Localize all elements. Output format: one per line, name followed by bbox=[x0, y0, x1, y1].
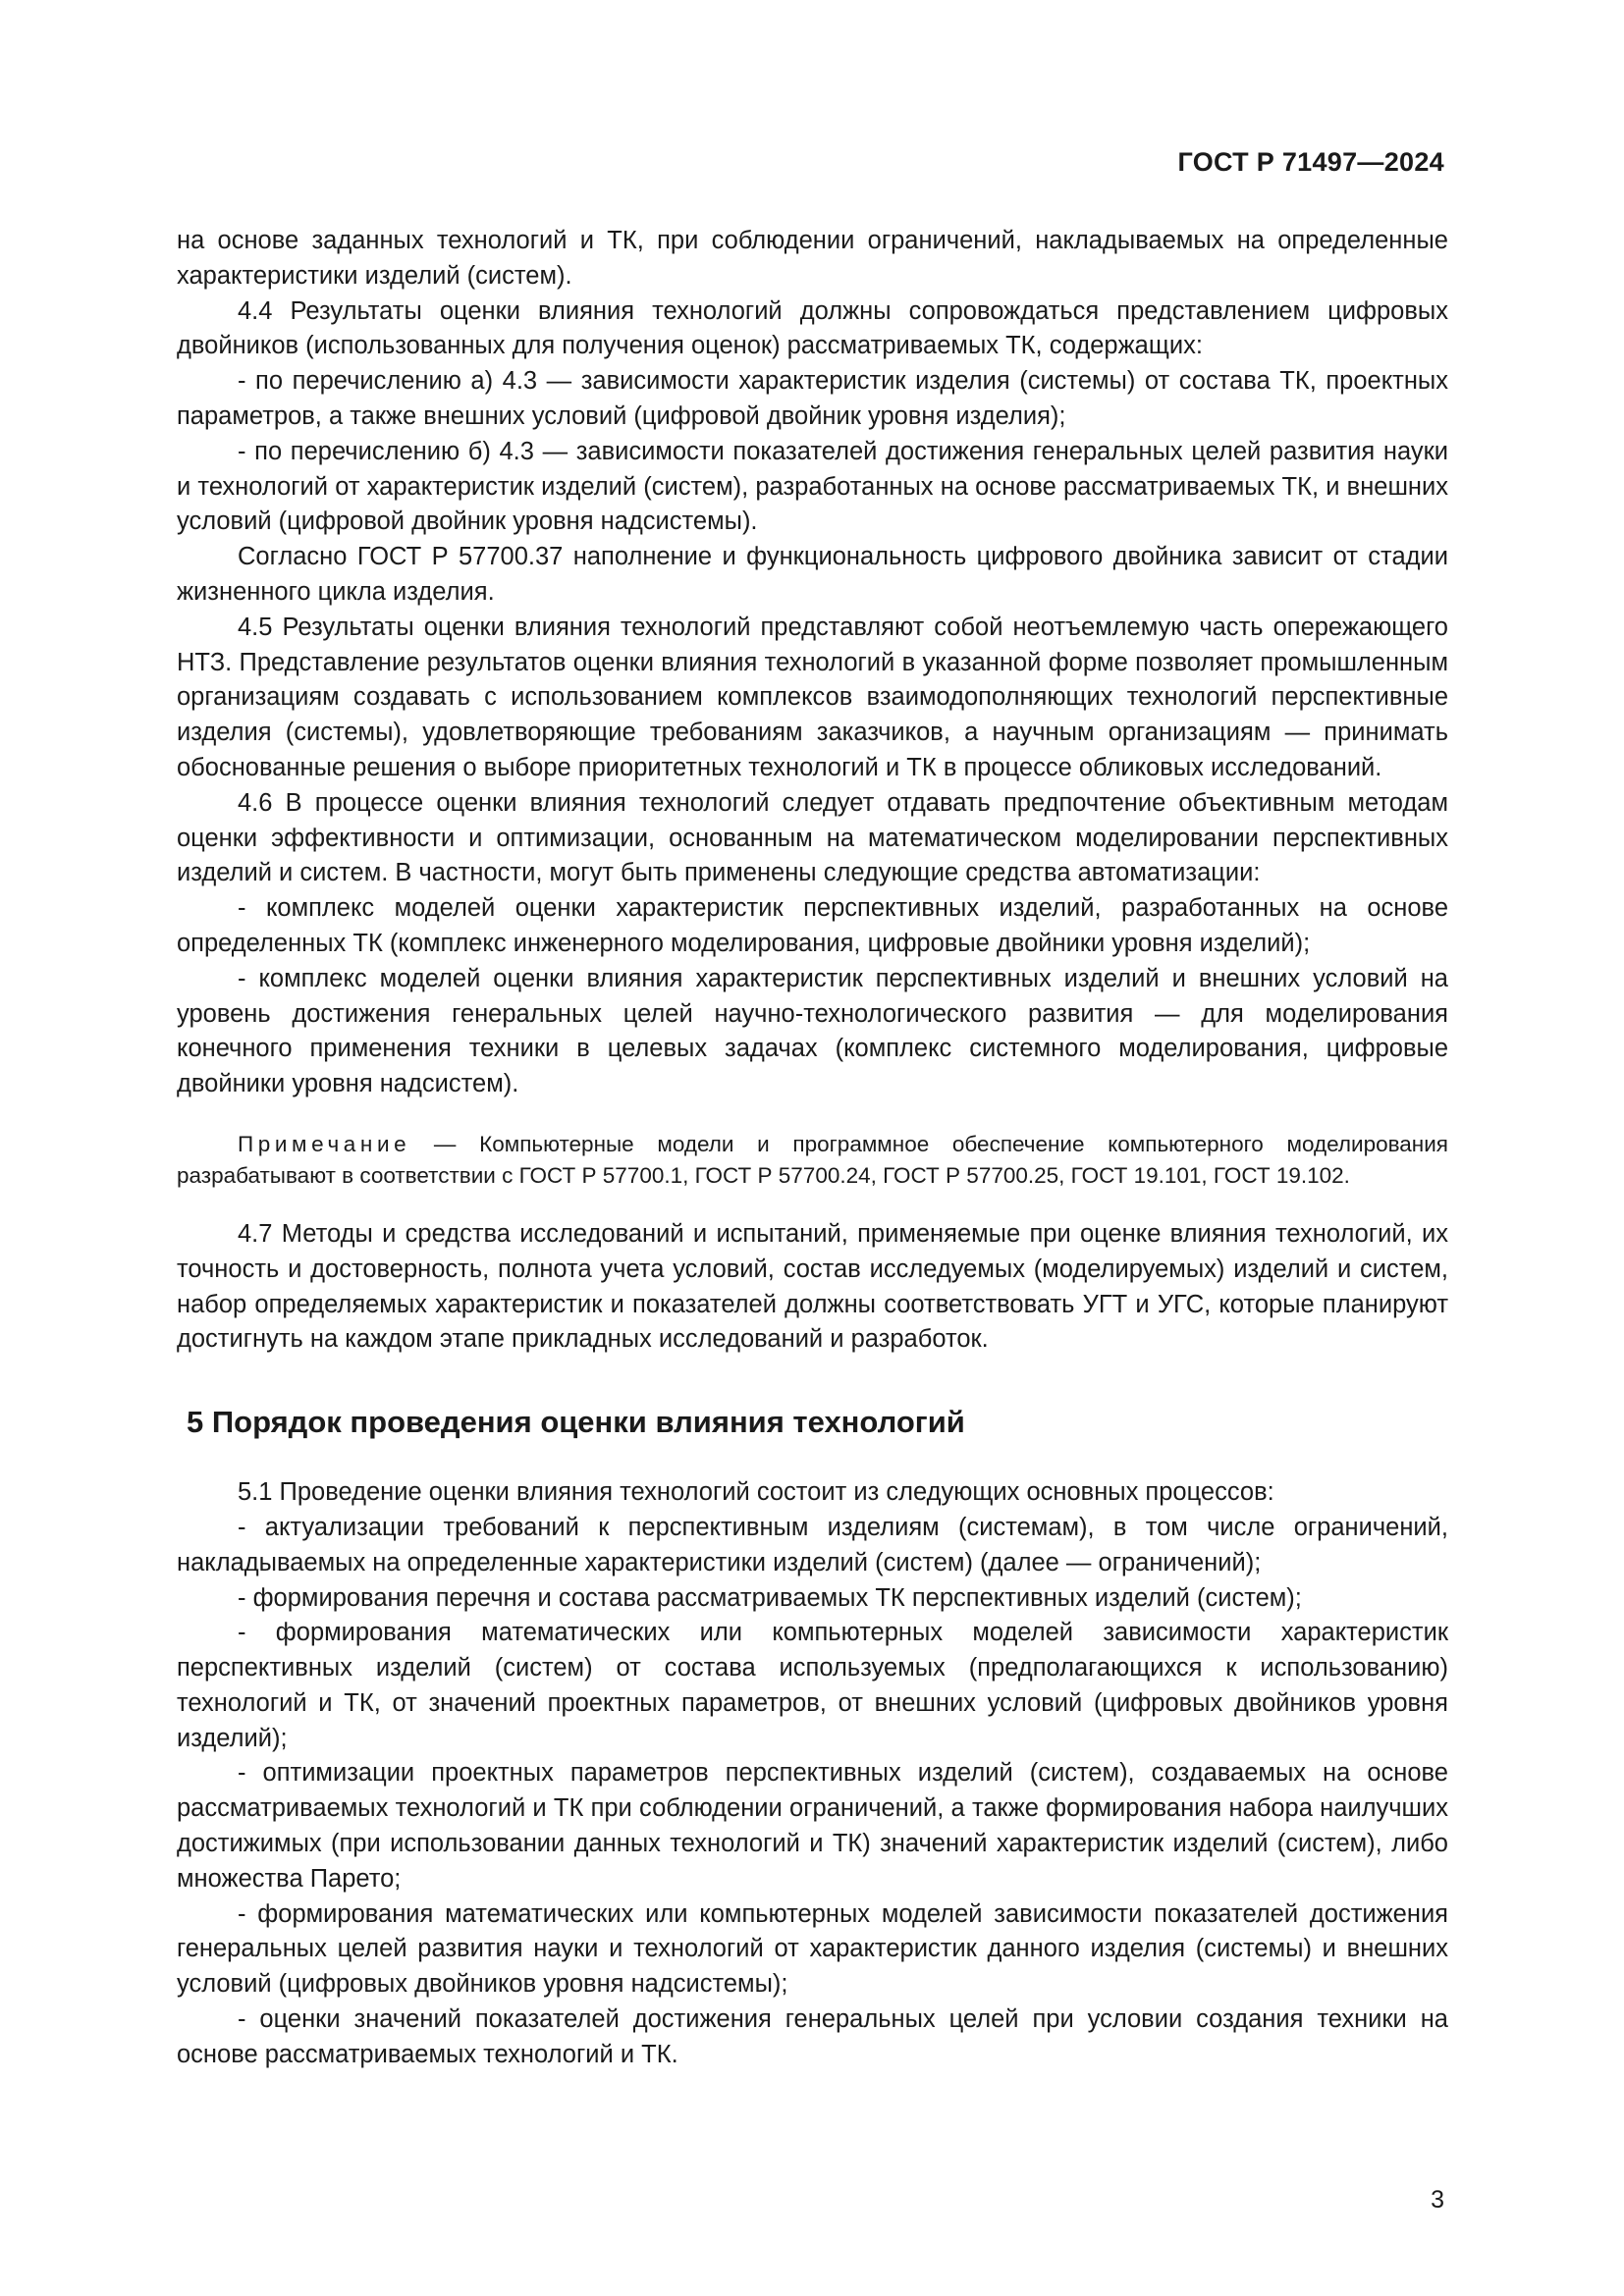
paragraph-gost-57700-37: Согласно ГОСТ Р 57700.37 наполнение и функциональность цифрового двойника зависит от стадии жизненного цикла изделия. bbox=[177, 543, 1448, 606]
list-item-5-1-5: - формирования математических или компьютерных моделей зависимости показателей достижения генеральных целей развития науки и технологий от характеристик данного изделия (системы) и внешних условий (цифровых двойников уровня надсистемы); bbox=[177, 1899, 1448, 1999]
list-item-5-1-3: - формирования математических или компьютерных моделей зависимости характеристик перспективных изделий (систем) от состава используемых (предполагающихся к использованию) технологий и ТК, от значений проектных параметров, от внешних условий (цифровых двойников уровня изделий); bbox=[177, 1619, 1448, 1752]
note-text: — Компьютерные модели и программное обеспечение компьютерного моделирования разрабатывают в соответствии с ГОСТ Р 57700.1, ГОСТ Р 57700.24, ГОСТ Р 57700.25, ГОСТ 19.101, ГОСТ 19.102. bbox=[177, 1131, 1448, 1188]
paragraph-4-7: 4.7 Методы и средства исследований и испытаний, применяемые при оценке влияния технологий, их точность и достоверность, полнота учета условий, состав исследуемых (моделируемых) изделий и систем, набор определяемых характеристик и показателей должны соответствовать УГТ и УГС, которые планируют достигнуть на каждом этапе прикладных исследований и разработок. bbox=[177, 1219, 1448, 1354]
paragraph-4-5: 4.5 Результаты оценки влияния технологий представляют собой неотъемлемую часть опережающего НТЗ. Представление результатов оценки влияния технологий в указанной форме позволяет промышленным организациям создавать с использованием комплексов взаимодополняющих технологий перспективные изделия (системы), удовлетворяющие требованиям заказчиков, а научным организациям — принимать обоснованные решения о выборе приоритетных технологий и ТК в процессе обликовых исследований. bbox=[177, 613, 1448, 781]
list-item-5-1-2: - формирования перечня и состава рассматриваемых ТК перспективных изделий (систем); bbox=[238, 1583, 1302, 1612]
list-item-4-4-a: - по перечислению а) 4.3 — зависимости характеристик изделия (системы) от состава ТК, проектных параметров, а также внешних условий (цифровой двойник уровня изделия); bbox=[177, 367, 1448, 430]
list-item-5-1-1: - актуализации требований к перспективным изделиям (системам), в том числе ограничений, накладываемых на определенные характеристики изделий (систем) (далее — ограничений); bbox=[177, 1513, 1448, 1576]
document-body bbox=[177, 224, 1448, 2073]
list-item-4-4-b: - по перечислению б) 4.3 — зависимости показателей достижения генеральных целей развития науки и технологий от характеристик изделий (систем), разработанных на основе рассматриваемых ТК, и внешних условий (цифровой двойник уровня надсистемы). bbox=[177, 437, 1448, 536]
page-number: 3 bbox=[1431, 2186, 1444, 2214]
paragraph-4-6: 4.6 В процессе оценки влияния технологий следует отдавать предпочтение объективным методам оценки эффективности и оптимизации, основанным на математическом моделировании перспективных изделий и систем. В частности, могут быть применены следующие средства автоматизации: bbox=[177, 788, 1448, 887]
paragraph-continuation: на основе заданных технологий и ТК, при соблюдении ограничений, накладываемых на определенные характеристики изделий (систем). bbox=[177, 227, 1448, 290]
paragraph-4-4: 4.4 Результаты оценки влияния технологий должны сопровождаться представлением цифровых двойников (использованных для получения оценок) рассматриваемых ТК, содержащих: bbox=[177, 296, 1448, 360]
paragraph-5-1: 5.1 Проведение оценки влияния технологий состоит из следующих основных процессов: bbox=[238, 1478, 1274, 1507]
list-item-5-1-4: - оптимизации проектных параметров перспективных изделий (систем), создаваемых на основе рассматриваемых технологий и ТК при соблюдении ограничений, а также формирования набора наилучших достижимых (при использовании данных технологий и ТК) значений характеристик изделий (систем), либо множества Парето; bbox=[177, 1759, 1448, 1893]
note bbox=[177, 1129, 1448, 1192]
list-item-4-6-a: - комплекс моделей оценки характеристик перспективных изделий, разработанных на основе определенных ТК (комплекс инженерного моделирования, цифровые двойники уровня изделий); bbox=[177, 894, 1448, 957]
section-5-heading: 5 Порядок проведения оценки влияния технологий bbox=[187, 1405, 965, 1440]
standard-designation: ГОСТ Р 71497—2024 bbox=[1177, 147, 1444, 177]
list-item-5-1-6: - оценки значений показателей достижения генеральных целей при условии создания техники на основе рассматриваемых технологий и ТК. bbox=[177, 2005, 1448, 2068]
list-item-4-6-b: - комплекс моделей оценки влияния характеристик перспективных изделий и внешних условий на уровень достижения генеральных целей научно-технологического развития — для моделирования конечного применения техники в целевых задачах (комплекс системного моделирования, цифровые двойники уровня надсистем). bbox=[177, 964, 1448, 1098]
note-label: Примечание bbox=[238, 1131, 411, 1156]
